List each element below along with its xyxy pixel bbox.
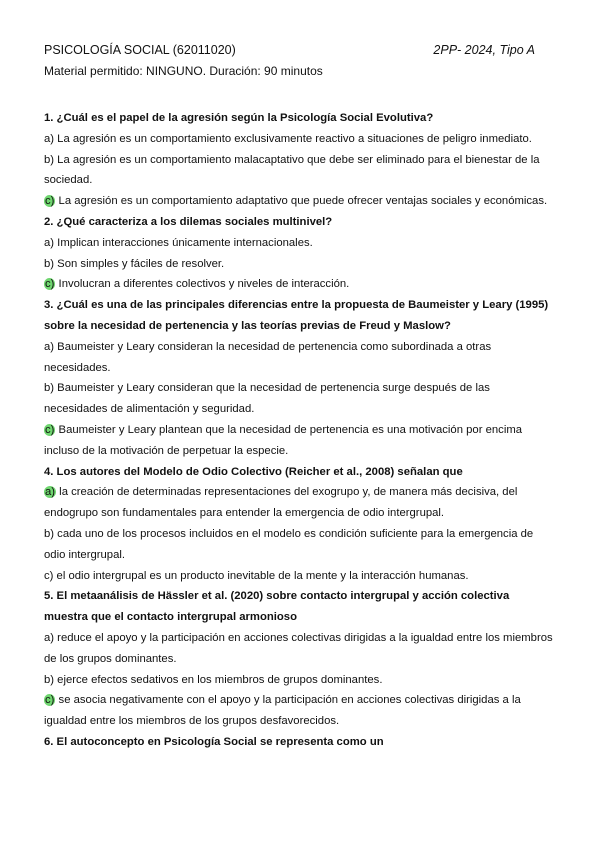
question-title: 6. El autoconcepto en Psicología Social se representa como un [44, 735, 384, 748]
option-letter: b) [44, 257, 55, 270]
option-text: ejerce efectos sedativos en los miembros de grupos dominantes. [54, 673, 383, 686]
question-title: 2. ¿Qué caracteriza a los dilemas sociales multinivel? [44, 215, 333, 228]
selected-answer-mark: c) [45, 423, 55, 436]
answer-option [44, 628, 554, 670]
option-text: Involucran a diferentes colectivos y niveles de interacción. [55, 278, 350, 291]
answer-option [44, 378, 554, 420]
selected-answer-mark: c) [45, 278, 55, 291]
answer-option [44, 254, 554, 275]
answer-option [44, 233, 554, 254]
selected-answer-mark: c) [45, 694, 55, 707]
answer-option [44, 670, 554, 691]
option-text: el odio intergrupal es un producto inevitable de la mente y la interacción humanas. [53, 569, 469, 582]
option-letter: a) [44, 236, 55, 249]
answer-option [44, 690, 554, 732]
option-letter: a) [44, 340, 55, 353]
selected-answer-mark: a) [45, 486, 56, 499]
answer-option [44, 191, 554, 212]
option-letter: b) [44, 673, 55, 686]
option-letter: a) [44, 631, 55, 644]
option-text: se asocia negativamente con el apoyo y la participación en acciones colectivas dirigidas a la igualdad entre los miembros de los grupos desfavorecidos. [44, 694, 521, 728]
option-text: Baumeister y Leary consideran que la necesidad de pertenencia surge después de las necesidades de alimentación y seguridad. [44, 382, 490, 416]
option-text: La agresión es un comportamiento exclusivamente reactivo a situaciones de peligro inmediato. [54, 132, 532, 145]
answer-option [44, 566, 554, 587]
option-letter: b) [44, 382, 55, 395]
option-text: La agresión es un comportamiento malacaptativo que debe ser eliminado para el bienestar de la sociedad. [44, 153, 540, 187]
answer-option [44, 420, 554, 462]
question-title: 5. El metaanálisis de Hässler et al. (2020) sobre contacto intergrupal y acción colectiva muestra que el contacto intergrupal armonioso [44, 590, 510, 624]
option-text: reduce el apoyo y la participación en acciones colectivas dirigidas a la igualdad entre los miembros de los grupos dominantes. [44, 631, 553, 665]
header-course: PSICOLOGÍA SOCIAL (62011020) [44, 43, 236, 57]
option-letter: b) [44, 527, 55, 540]
selected-answer-mark: c) [45, 195, 55, 208]
option-text: Baumeister y Leary consideran la necesidad de pertenencia como subordinada a otras necesidades. [44, 340, 492, 374]
option-text: Implican interacciones únicamente internacionales. [54, 236, 313, 249]
question-list [44, 108, 554, 753]
option-text: La agresión es un comportamiento adaptativo que puede ofrecer ventajas sociales y económicas. [55, 195, 548, 208]
answer-option [44, 274, 554, 295]
option-text: Baumeister y Leary plantean que la necesidad de pertenencia es una motivación por encima incluso de la motivación de perpetuar la especie. [44, 423, 523, 457]
question-title: 1. ¿Cuál es el papel de la agresión según la Psicología Social Evolutiva? [44, 112, 434, 124]
header-exam-type: 2PP- 2024, Tipo A [433, 43, 535, 57]
answer-option [44, 150, 554, 192]
option-text: cada uno de los procesos incluidos en el modelo es condición suficiente para la emergencia de odio intergrupal. [44, 527, 534, 561]
option-letter: b) [44, 153, 55, 166]
question-title: 3. ¿Cuál es una de las principales diferencias entre la propuesta de Baumeister y Leary (1995) sobre la necesidad de pertenencia y las teorías previas de Freud y Maslow? [44, 299, 549, 332]
option-letter: c) [44, 569, 54, 582]
answer-option [44, 482, 554, 524]
answer-option [44, 524, 554, 566]
option-text: Son simples y fáciles de resolver. [54, 257, 225, 270]
question-title: 4. Los autores del Modelo de Odio Colectivo (Reicher et al., 2008) señalan que [44, 465, 463, 478]
option-letter: a) [44, 132, 55, 145]
header-material: Material permitido: NINGUNO. Duración: 90 minutos [44, 64, 323, 78]
option-text: la creación de determinadas representaciones del exogrupo y, de manera más decisiva, del endogrupo son fundamentales para entender la emergencia de odio intergrupal. [44, 486, 518, 520]
answer-option [44, 337, 554, 379]
answer-option [44, 129, 554, 150]
